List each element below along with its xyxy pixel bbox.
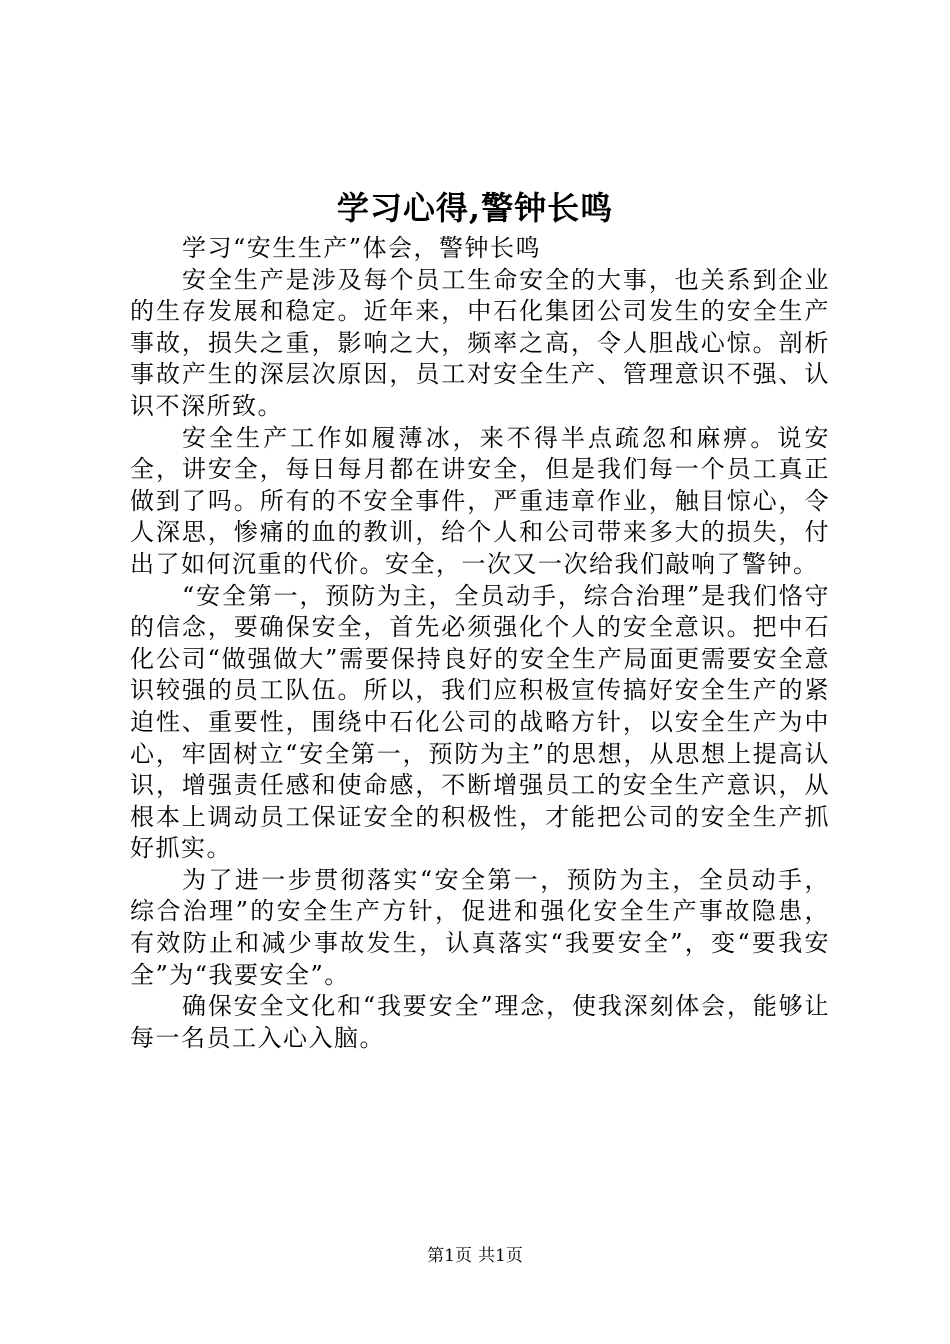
page-footer [0, 1244, 950, 1268]
paragraph: 安全生产是涉及每个员工生命安全的大事，也关系到企业的生存发展和稳定。近年来，中石化集团公司发生的安全生产事故，损失之重，影响之大，频率之高，令人胆战心惊。剖析事故产生的深层次原因，员工对安全生产、管理意识不强、认识不深所致。 [130, 265, 830, 420]
document-body [130, 233, 830, 1054]
paragraph-subtitle: 学习“安生生产”体会，警钟长鸣 [182, 234, 542, 262]
paragraph: 为了进一步贯彻落实“安全第一，预防为主，全员动手，综合治理”的安全生产方针，促进和强化安全生产事故隐患，有效防止和减少事故发生，认真落实“我要安全”，变“要我安全”为“我要安全”。 [130, 865, 830, 989]
paragraph: 安全生产工作如履薄冰，来不得半点疏忽和麻痹。说安全，讲安全，每日每月都在讲安全，但是我们每一个员工真正做到了吗。所有的不安全事件，严重违章作业，触目惊心，令人深思，惨痛的血的教训，给个人和公司带来多大的损失，付出了如何沉重的代价。安全，一次又一次给我们敲响了警钟。 [130, 423, 830, 578]
paragraph: 确保安全文化和“我要安全”理念，使我深刻体会，能够让每一名员工入心入脑。 [130, 992, 830, 1052]
document-title: 学习心得,警钟长鸣 [336, 189, 614, 227]
page-total: 共1页 [478, 1246, 523, 1266]
page-number: 第1页 [427, 1246, 472, 1266]
paragraph: “安全第一，预防为主，全员动手，综合治理”是我们恪守的信念，要确保安全，首先必须强化个人的安全意识。把中石化公司“做强做大”需要保持良好的安全生产局面更需要安全意识较强的员工队伍。所以，我们应积极宣传搞好安全生产的紧迫性、重要性，围绕中石化公司的战略方针，以安全生产为中心，牢固树立“安全第一，预防为主”的思想，从思想上提高认识，增强责任感和使命感，不断增强员工的安全生产意识，从根本上调动员工保证安全的积极性，才能把公司的安全生产抓好抓实。 [130, 581, 830, 863]
